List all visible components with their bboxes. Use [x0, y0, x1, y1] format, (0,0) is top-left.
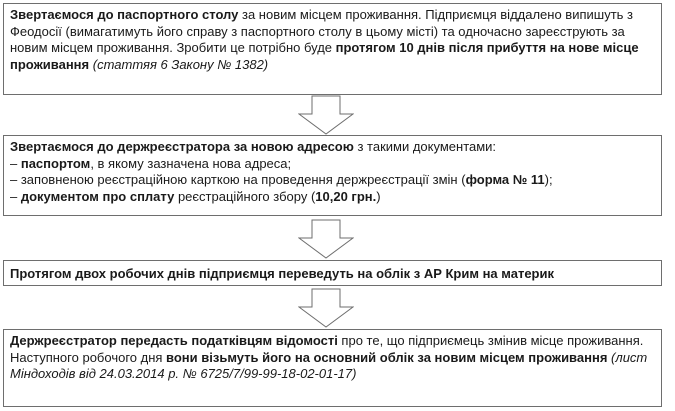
- down-arrow-icon: [298, 219, 354, 259]
- step-2-item-payment: – документом про сплату реєстраційного збору (10,20 грн.): [10, 188, 381, 204]
- step-3-box: [3, 260, 662, 286]
- down-arrow-icon: [298, 95, 354, 135]
- step-1-box: [3, 3, 662, 95]
- step-3-text: Протягом двох робочих днів підприємця переведуть на облік з АР Крим на материк: [10, 266, 554, 281]
- down-arrow-icon: [298, 288, 354, 328]
- step-2-item-passport: – паспортом, в якому зазначена нова адреса;: [10, 155, 292, 171]
- step-1-text: Звертаємося до паспортного столу за новим місцем проживання. Підприємця віддалено випишуть з Феодосії (вимагатимуть його справу з паспортного столу в цьому місті) та одночасно зареєструють за новим місцем проживання. Зробити це потрібно буде протягом 10 днів після прибуття на нове місце проживання (статтяя 6 Закону № 1382): [10, 7, 639, 72]
- step-2-intro: Звертаємося до держреєстратора за новою адресою з такими документами:: [10, 139, 497, 154]
- step-2-item-form: – заповненою реєстраційною карткою на проведення держреєстрації змін (форма № 11);: [10, 172, 553, 187]
- step-2-box: [3, 135, 662, 216]
- step-4-text: Держреєстратор передасть податківцям відомості про те, що підприємець змінив місце проживання. Наступного робочого дня вони візьмуть його на основний облік за новим місцем проживання (лист Міндоходів від 24.03.2014 р. № 6725/7/99-99-18-02-01-17): [10, 333, 648, 381]
- step-4-box: [3, 329, 662, 407]
